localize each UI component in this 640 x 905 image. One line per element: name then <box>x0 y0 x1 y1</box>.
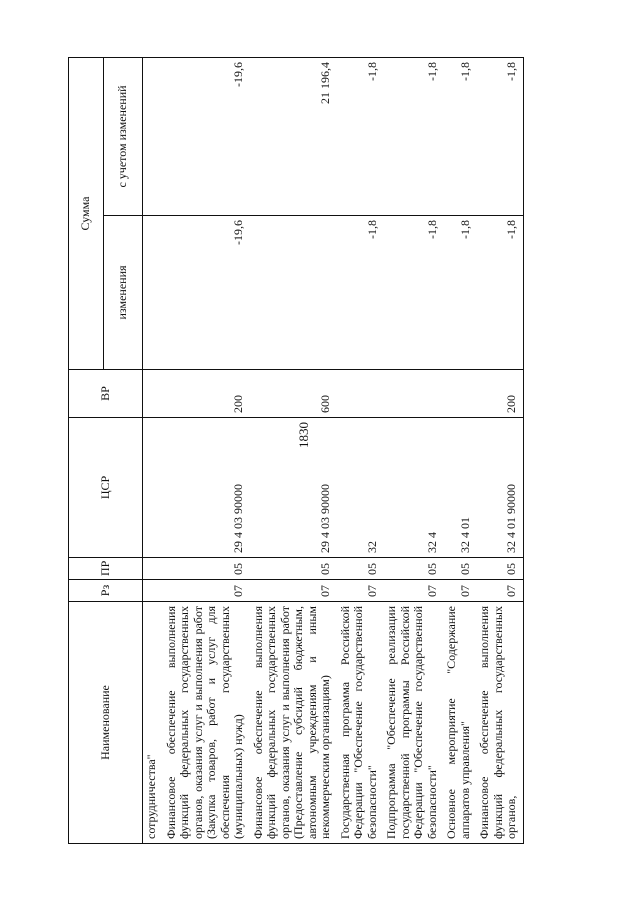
row-pr: 05 <box>337 558 384 580</box>
col-header-changes: изменения <box>104 216 143 370</box>
row-pr: 05 <box>476 558 523 580</box>
row-pr: 05 <box>250 558 337 580</box>
row-changes: -19,6 <box>163 216 250 370</box>
row-csr: 29 4 03 90000 <box>163 418 250 558</box>
row-pr <box>143 558 163 580</box>
page-number: 1830 <box>296 422 311 448</box>
row-rz: 07 <box>443 580 476 602</box>
row-changes <box>250 216 337 370</box>
row-with-changes: 21 196,4 <box>250 57 337 215</box>
row-csr: 32 4 01 <box>443 418 476 558</box>
row-name: сотрудничества" <box>143 602 163 844</box>
row-csr: 32 4 01 90000 <box>476 418 523 558</box>
table-row <box>163 57 250 843</box>
col-header-name: Наименование <box>69 602 143 844</box>
table-row <box>476 57 523 843</box>
row-name: Финансовое обеспечение выполнения функций федеральных государственных органов, <box>476 602 523 844</box>
table-row <box>443 57 476 843</box>
row-rz <box>143 580 163 602</box>
row-rz: 07 <box>337 580 384 602</box>
budget-table <box>68 57 524 844</box>
row-vr: 600 <box>250 370 337 418</box>
table-row <box>250 57 337 843</box>
row-changes: -1,8 <box>476 216 523 370</box>
row-with-changes: -19,6 <box>163 57 250 215</box>
row-name: Финансовое обеспечение выполнения функций федеральных государственных органов, оказания услуг и выполнения работ (Предоставление субсидий бюджетным, автономным учреждениям и иным некоммерческим организациям) <box>250 602 337 844</box>
col-header-csr: ЦСР <box>69 418 143 558</box>
row-vr: 200 <box>163 370 250 418</box>
row-pr: 05 <box>163 558 250 580</box>
row-rz: 07 <box>250 580 337 602</box>
row-with-changes: -1,8 <box>443 57 476 215</box>
row-changes: -1,8 <box>383 216 443 370</box>
row-with-changes: -1,8 <box>337 57 384 215</box>
row-csr: 32 4 <box>383 418 443 558</box>
col-header-vr: ВР <box>69 370 143 418</box>
col-header-sum: Сумма <box>69 57 104 369</box>
row-vr <box>383 370 443 418</box>
row-pr: 05 <box>383 558 443 580</box>
row-csr: 29 4 03 90000 <box>250 418 337 558</box>
row-csr: 32 <box>337 418 384 558</box>
row-changes <box>143 216 163 370</box>
budget-table-container <box>68 58 640 844</box>
row-with-changes: -1,8 <box>476 57 523 215</box>
row-with-changes <box>143 57 163 215</box>
row-rz: 07 <box>163 580 250 602</box>
row-name: Финансовое обеспечение выполнения функций федеральных государственных органов, оказания услуг и выполнения работ (Закупка товаров, работ и услуг для обеспечения государственных (муниципальных) нужд) <box>163 602 250 844</box>
row-vr <box>143 370 163 418</box>
table-row <box>337 57 384 843</box>
row-name: Основное мероприятие "Содержание аппаратов управления" <box>443 602 476 844</box>
table-row <box>143 57 163 843</box>
row-rz: 07 <box>476 580 523 602</box>
col-header-pr: ПР <box>69 558 143 580</box>
row-changes: -1,8 <box>443 216 476 370</box>
row-name: Государственная программа Российской Федерации "Обеспечение государственной безопасности" <box>337 602 384 844</box>
row-vr <box>337 370 384 418</box>
row-vr: 200 <box>476 370 523 418</box>
row-vr <box>443 370 476 418</box>
row-with-changes: -1,8 <box>383 57 443 215</box>
table-row <box>383 57 443 843</box>
col-header-rz: Рз <box>69 580 143 602</box>
row-name: Подпрограмма "Обеспечение реализации государственной программы Российской Федерации "Обеспечение государственной безопасности" <box>383 602 443 844</box>
row-csr <box>143 418 163 558</box>
col-header-with-changes: с учетом изменений <box>104 57 143 215</box>
row-changes: -1,8 <box>337 216 384 370</box>
row-pr: 05 <box>443 558 476 580</box>
row-rz: 07 <box>383 580 443 602</box>
